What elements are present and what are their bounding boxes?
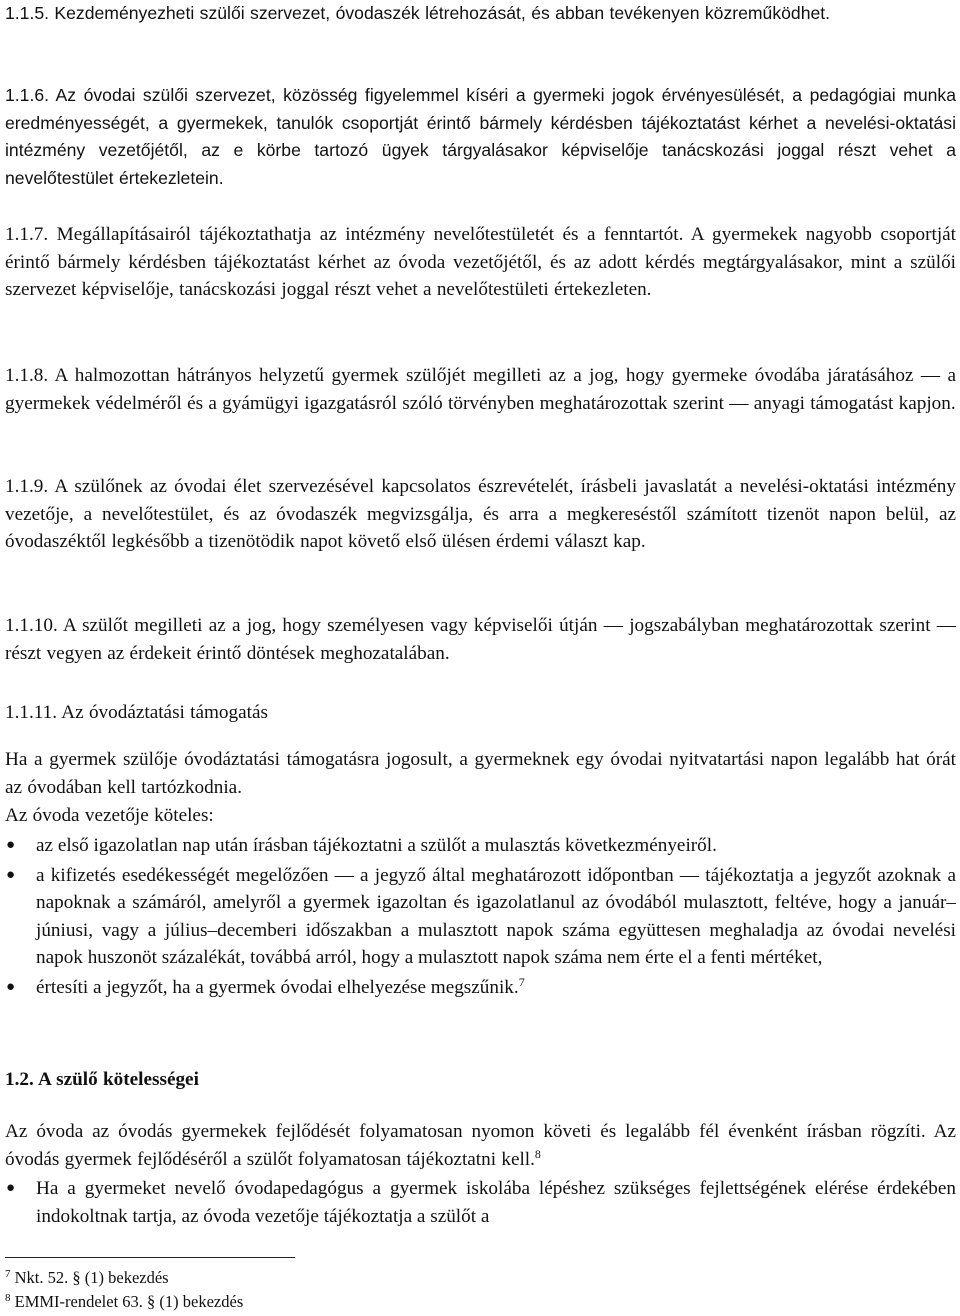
list-item bbox=[5, 1175, 956, 1230]
bullet-icon: ● bbox=[6, 1180, 16, 1196]
list-item bbox=[5, 862, 956, 972]
list-item-text: Ha a gyermeket nevelő óvodapedagógus a gyermek iskolába lépéshez szükséges fejlettségének elérése érdekében indokoltnak tartja, az óvoda vezetője tájékoztatja a szülőt a bbox=[36, 1178, 956, 1227]
duties-text: Az óvoda az óvodás gyermekek fejlődését folyamatosan nyomon követi és legalább fél évenként írásban rögzíti. Az óvodás gyermek fejlődéséről a szülőt folyamatosan tájékoztatni kell. bbox=[5, 1121, 956, 1170]
footnote-text: EMMI-rendelet 63. § (1) bekezdés bbox=[14, 1292, 244, 1311]
footnote bbox=[5, 1292, 243, 1312]
section-1-1-6: 1.1.6. Az óvodai szülői szervezet, közösség figyelemmel kíséri a gyermeki jogok érvényesülését, a pedagógiai munka eredményességét, a gyermekek, tanulók csoportját érintő bármely kérdésben tájékoztatást kérhet a nevelési-oktatási intézmény vezetőjétől, az e körbe tartozó ügyek tárgyalásakor képviselője tanácskozási joggal részt vehet a nevelőtestület értekezletein. bbox=[5, 85, 956, 188]
footnote-ref[interactable]: 8 bbox=[534, 1146, 541, 1161]
section-1-1-8: 1.1.8. A halmozottan hátrányos helyzetű gyermek szülőjét megilleti az a jog, hogy gyermeke óvodába járatásához ― a gyermekek védelméről és a gyámügyi igazgatásról szóló törvényben meghatározottak szerint ― anyagi támogatást kapjon. bbox=[5, 365, 956, 414]
duties-paragraph bbox=[5, 1118, 956, 1173]
support-paragraph: Ha a gyermek szülője óvodáztatási támogatásra jogosult, a gyermeknek egy óvodai nyitvatartási napon legalább hat órát az óvodában kell tartózkodnia. bbox=[5, 749, 956, 798]
bullet-icon: ● bbox=[6, 978, 16, 995]
bullet-icon: ● bbox=[6, 837, 16, 853]
footnote-number: 8 bbox=[5, 1292, 11, 1304]
section-1-1-10: 1.1.10. A szülőt megilleti az a jog, hogy személyesen vagy képviselői útján ― jogszabályban meghatározottak szerint ― részt vegyen az érdekeit érintő döntések meghozatalában. bbox=[5, 615, 956, 664]
section-1-1-11-title: 1.1.11. Az óvodáztatási támogatás bbox=[5, 702, 268, 723]
list-item bbox=[5, 974, 956, 1002]
list-item-text: értesíti a jegyzőt, ha a gyermek óvodai elhelyezése megszűnik. bbox=[36, 976, 519, 998]
footnote-text: Nkt. 52. § (1) bekezdés bbox=[14, 1268, 169, 1287]
bullet-icon: ● bbox=[6, 866, 16, 883]
list-item-text: a kifizetés esedékességét megelőzően ― a jegyző által meghatározott időpontban ― tájékoztatja a jegyzőt azoknak a napoknak a számáról, amelyről a gyermek igazoltan és igazolatlanul az óvodából mulasztott, feltéve, hogy a január–júniusi, vagy a július–decemberi időszakban a mulasztott napok száma együttesen meghaladja az óvodai nevelési napok huszonöt százalékát, továbbá arról, hogy a mulasztott napok száma nem érte el a fenti mértéket, bbox=[36, 864, 956, 968]
list-item-text: az első igazolatlan nap után írásban tájékoztatni a szülőt a mulasztás következményeiről. bbox=[36, 835, 717, 856]
section-1-2-heading: 1.2. A szülő kötelességei bbox=[5, 1069, 199, 1090]
footnote bbox=[5, 1268, 169, 1288]
footnote-divider bbox=[5, 1257, 295, 1258]
obliged-line: Az óvoda vezetője köteles: bbox=[5, 805, 214, 826]
section-1-1-9: 1.1.9. A szülőnek az óvodai élet szervezésével kapcsolatos észrevételét, írásbeli javaslatát a nevelési-oktatási intézmény vezetője, a nevelőtestület, és az óvodaszék megvizsgálja, és arra a megkereséstől számított tizenöt napon belül, az óvodaszéktől legkésőbb a tizenötödik napot követő első ülésen érdemi választ kap. bbox=[5, 476, 956, 552]
list-item bbox=[5, 832, 956, 860]
footnote-number: 7 bbox=[5, 1268, 11, 1280]
duties-list bbox=[5, 1175, 956, 1230]
footnote-ref[interactable]: 7 bbox=[518, 974, 525, 989]
section-1-1-7: 1.1.7. Megállapításairól tájékoztathatja az intézmény nevelőtestületét és a fenntartót. A gyermekek nagyobb csoportját érintő bármely kérdésben tájékoztatást kérhet az óvoda vezetőjétől, és az adott kérdés megtárgyalásakor, mint a szülői szervezet képviselője, tanácskozási joggal részt vehet a nevelőtestületi értekezleten. bbox=[5, 224, 956, 300]
section-1-1-5: 1.1.5. Kezdeményezheti szülői szervezet, óvodaszék létrehozását, és abban tevékenyen közreműködhet. bbox=[5, 3, 831, 23]
obligations-list bbox=[5, 832, 956, 1001]
